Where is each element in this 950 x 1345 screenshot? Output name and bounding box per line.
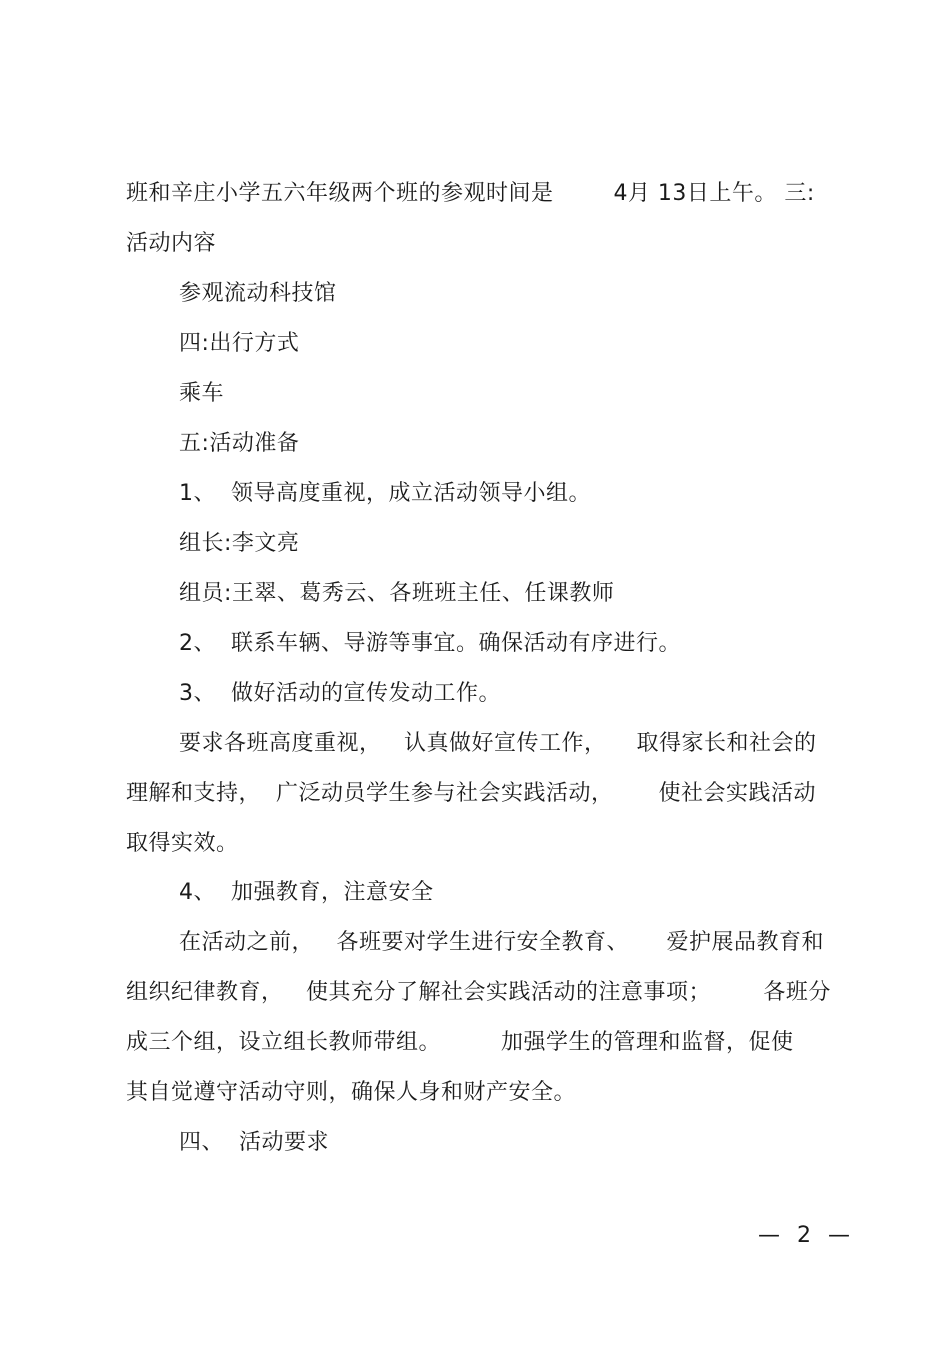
text-line: 组织纪律教育， 使其充分了解社会实践活动的注意事项； 各班分: [126, 980, 831, 1005]
text-line: 成三个组，设立组长教师带组。 加强学生的管理和监督，促使: [126, 1030, 794, 1055]
text-line: 取得实效。: [126, 831, 239, 856]
list-item: 4、 加强教育，注意安全: [179, 880, 434, 905]
text-line: 理解和支持， 广泛动员学生参与社会实践活动， 使社会实践活动: [126, 781, 816, 806]
list-item: 2、 联系车辆、导游等事宜。确保活动有序进行。: [179, 631, 681, 656]
text-line: 在活动之前， 各班要对学生进行安全教育、 爱护展品教育和: [179, 930, 824, 955]
section-heading: 五:活动准备: [179, 431, 300, 456]
text-line: 乘车: [179, 381, 225, 406]
text-line: 参观流动科技馆: [179, 281, 337, 306]
list-item: 3、 做好活动的宣传发动工作。: [179, 681, 501, 706]
text-line: 组长:李文亮: [179, 531, 300, 556]
list-item: 1、 领导高度重视，成立活动领导小组。: [179, 481, 591, 506]
text-line: 班和辛庄小学五六年级两个班的参观时间是 4月 13日上午。 三:: [126, 181, 815, 206]
text-line: 活动内容: [126, 231, 217, 256]
text-line: 组员:王翠、葛秀云、各班班主任、任课教师: [179, 581, 615, 606]
text-line: 其自觉遵守活动守则，确保人身和财产安全。: [126, 1080, 577, 1105]
text-line: 要求各班高度重视， 认真做好宣传工作， 取得家长和社会的: [179, 731, 817, 756]
page-number: — 2 —: [758, 1223, 851, 1248]
section-heading: 四、 活动要求: [179, 1130, 329, 1155]
section-heading: 四:出行方式: [179, 331, 300, 356]
